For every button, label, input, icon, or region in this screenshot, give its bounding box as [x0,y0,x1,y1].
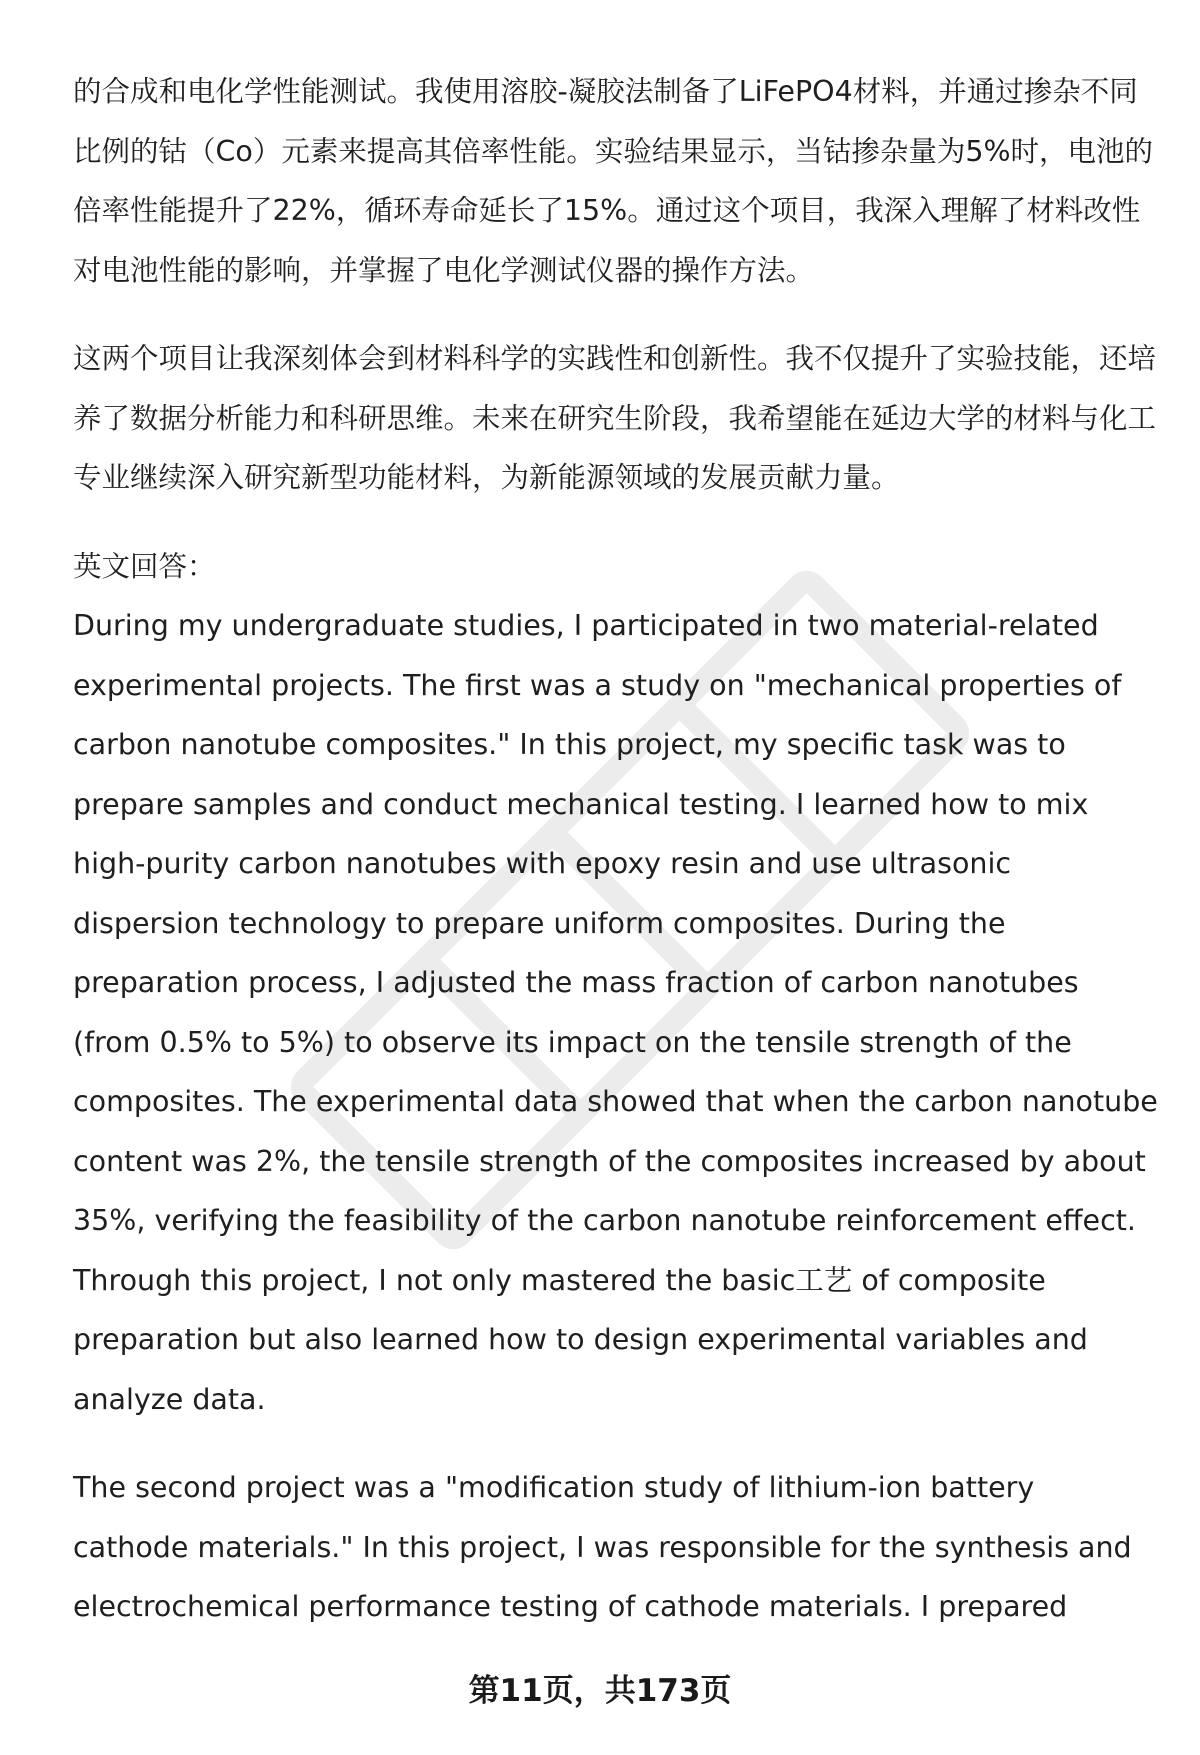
english-paragraph-1: During my undergraduate studies, I participated in two material-related experimental projects. The first was a study on "mechanical properties of carbon nanotube composites." In this project, my specific task was to prepare samples and conduct mechanical testing. I learned how to mix high-purity carbon nanotubes with epoxy resin and use ultrasonic dispersion technology to prepare uniform composites. During the preparation process, I adjusted the mass fraction of carbon nanotubes (from 0.5% to 5%) to observe its impact on the tensile strength of the composites. The experimental data showed that when the carbon nanotube content was 2%, the tensile strength of the composites increased by about 35%, verifying the feasibility of the carbon nanotube reinforcement effect. Through this project, I not only mastered the basic工艺 of composite preparation but also learned how to design experimental variables and analyze data. [73,609,1158,1416]
chinese-paragraph-1: 的合成和电化学性能测试。我使用溶胶-凝胶法制备了LiFePO4材料，并通过掺杂不同比例的钴（Co）元素来提高其倍率性能。实验结果显示，当钴掺杂量为5%时，电池的倍率性能提升了22%，循环寿命延长了15%。通过这个项目，我深入理解了材料改性对电池性能的影响，并掌握了电化学测试仪器的操作方法。 [73,75,1154,287]
page-number-footer: 第11页，共173页 [468,1673,732,1709]
english-answer-heading: 英文回答： [73,549,216,583]
document-body [73,62,1158,1666]
english-paragraph-2: The second project was a "modification study of lithium-ion battery cathode materials." In this project, I was responsible for the synthesis and electrochemical performance testing of cathode materials. I prepared [73,1471,1132,1623]
chinese-paragraph-2: 这两个项目让我深刻体会到材料科学的实践性和创新性。我不仅提升了实验技能，还培养了数据分析能力和科研思维。未来在研究生阶段，我希望能在延边大学的材料与化工专业继续深入研究新型功能材料，为新能源领域的发展贡献力量。 [73,342,1157,494]
